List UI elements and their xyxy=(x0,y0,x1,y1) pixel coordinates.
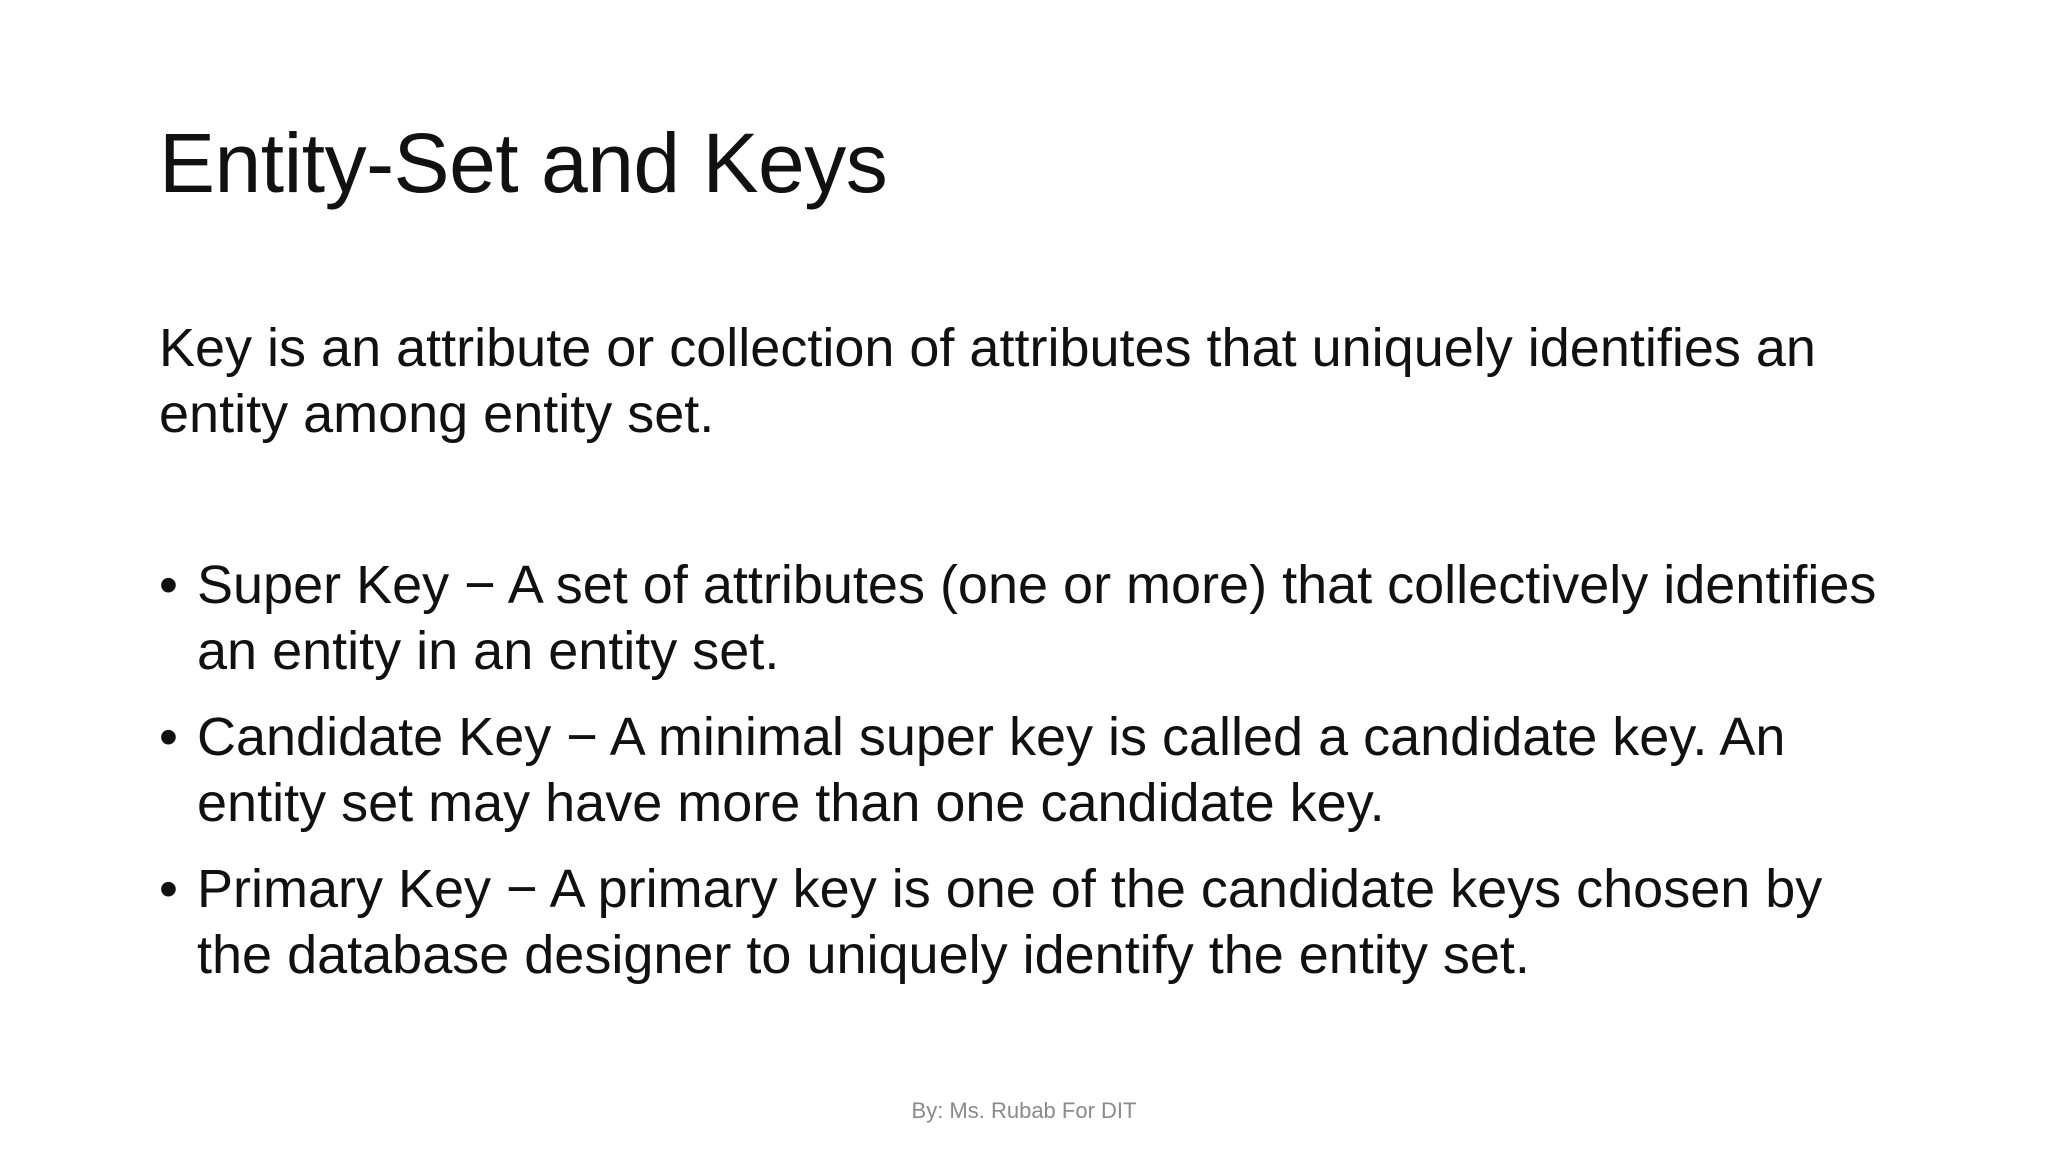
bullet-icon: • xyxy=(159,859,178,919)
bullet-item-primary-key xyxy=(159,856,1879,988)
bullet-text: Super Key − A set of attributes (one or more) that collectively identifies an entity in an entity set. xyxy=(197,555,1877,681)
bullet-text: Candidate Key − A minimal super key is called a candidate key. An entity set may have more than one candidate key. xyxy=(197,707,1786,833)
bullet-item-super-key xyxy=(159,552,1879,684)
bullet-text: Primary Key − A primary key is one of the candidate keys chosen by the database designer to uniquely identify the entity set. xyxy=(197,859,1823,985)
bullet-icon: • xyxy=(159,555,178,615)
slide-title: Entity-Set and Keys xyxy=(159,116,888,210)
bullet-icon: • xyxy=(159,707,178,767)
bullet-item-candidate-key xyxy=(159,704,1879,836)
slide-footer: By: Ms. Rubab For DIT xyxy=(911,1098,1137,1123)
intro-paragraph: Key is an attribute or collection of attributes that uniquely identifies an entity among entity set. xyxy=(159,318,1816,444)
bullet-list xyxy=(159,552,1879,1008)
